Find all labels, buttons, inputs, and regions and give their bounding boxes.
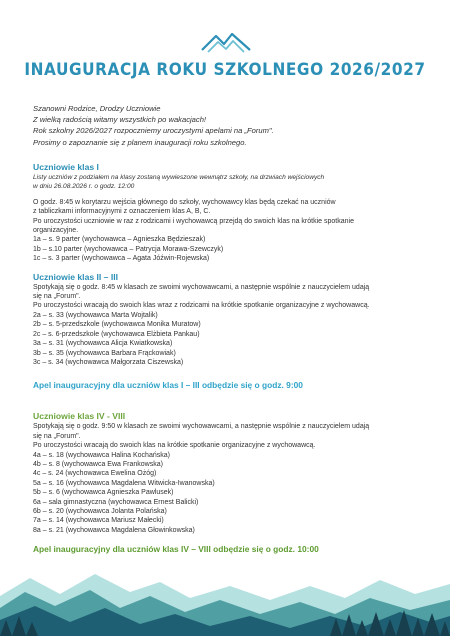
section-paragraph — [33, 422, 420, 535]
class-item: 5a – s. 16 (wychowawca Magdalena Witwicka-Iwanowska) — [33, 479, 215, 487]
intro-block — [33, 103, 420, 148]
paragraph-line: Spotykają się o godz. 8:45 w klasach ze swoimi wychowawcami, a następnie wspólnie z nauczycielem udają — [33, 283, 370, 291]
page-title: INAUGURACJA ROKU SZKOLNEGO 2026/2027 — [24, 60, 426, 79]
class-item: 1b – s.10 parter (wychowawca – Patrycja Morawa-Szewczyk) — [33, 245, 224, 253]
class-item: 3c – s. 34 (wychowawca Małgorzata Ciszewska) — [33, 358, 184, 366]
note-line: Listy uczniów z podziałem na klasy zostaną wywieszone wewnątrz szkoły, na drzwiach wejściowych — [33, 173, 325, 181]
class-item: 4b – s. 8 (wychowawca Ewa Frankowska) — [33, 460, 163, 468]
class-item: 7a – s. 14 (wychowawca Mariusz Małecki) — [33, 517, 164, 525]
class-item: 6b – s. 20 (wychowawca Jolanta Polańska) — [33, 507, 167, 515]
class-item: 3a – s. 31 (wychowawca Alicja Kwiatkowska) — [33, 340, 173, 348]
section-heading: Uczniowie klas II – III — [33, 271, 119, 282]
apel-announcement: Apel inauguracyjny dla uczniów klas IV – VIII odbędzie się o godz. 10:00 — [33, 544, 319, 555]
document-body — [33, 103, 420, 554]
mountain-logo-icon — [200, 30, 252, 54]
paragraph-line: się na „Forum". — [33, 293, 81, 301]
class-item: 5b – s. 6 (wychowawca Agnieszka Pawlusek) — [33, 489, 174, 497]
apel-announcement: Apel inauguracyjny dla uczniów klas I – III odbędzie się o godz. 9:00 — [33, 380, 303, 391]
intro-line: Prosimy o zapoznanie się z planem inauguracji roku szkolnego. — [33, 137, 247, 147]
paragraph-line: się na „Forum". — [33, 432, 81, 440]
section-klasy-2-3 — [33, 272, 420, 391]
paragraph-line: Po uroczystości wracają do swoich klas wraz z rodzicami na krótkie spotkanie organizacyjne z wychowawcą. — [33, 302, 370, 310]
paragraph-line: O godz. 8:45 w korytarzu wejścia głównego do szkoły, wychowawcy klas będą czekać na uczniów — [33, 198, 336, 206]
class-item: 2c – s. 6-przedszkole (wychowawca Elżbieta Pankau) — [33, 330, 200, 338]
paragraph-line: Po uroczystości uczniowie w raz z rodzicami i wychowawcą przejdą do swoich klas na krótkie spotkanie — [33, 217, 354, 225]
class-item: 2a – s. 33 (wychowawca Marta Wojtalik) — [33, 311, 158, 319]
class-item: 4c – s. 24 (wychowawca Ewelina Ożóg) — [33, 470, 157, 478]
section-heading: Uczniowie klas I — [33, 161, 99, 172]
mountains-decoration — [0, 556, 450, 636]
section-paragraph — [33, 283, 420, 368]
intro-line: Szanowni Rodzice, Drodzy Uczniowie — [33, 104, 161, 113]
paragraph-line: organizacyjne. — [33, 227, 79, 235]
note-line: w dniu 26.08.2026 r. o godz. 12:00 — [33, 182, 135, 190]
class-item: 1c – s. 3 parter (wychowawca – Agata Jóźwin-Rojewska) — [33, 255, 210, 263]
class-item: 1a – s. 9 parter (wychowawca – Agnieszka Będzieszak) — [33, 236, 206, 244]
class-item: 4a – s. 18 (wychowawca Halina Kochańska) — [33, 451, 170, 459]
section-klasy-4-8 — [33, 411, 420, 554]
class-item: 3b – s. 35 (wychowawca Barbara Frąckowiak) — [33, 349, 176, 357]
paragraph-line: Spotykają się o godz. 9:50 w klasach ze swoimi wychowawcami, a następnie wspólnie z nauczycielem udają — [33, 423, 370, 431]
section-heading: Uczniowie klas IV - VIII — [33, 411, 126, 422]
class-item: 6a – sala gimnastyczna (wychowawca Ernest Balicki) — [33, 498, 199, 506]
section-klasy-1 — [33, 162, 420, 264]
class-item: 2b – s. 5-przedszkole (wychowawca Monika Muratow) — [33, 321, 201, 329]
paragraph-line: z tabliczkami informacyjnymi z oznaczeniem klas A, B, C. — [33, 208, 211, 216]
section-note — [33, 173, 420, 191]
paragraph-line: Po uroczystości wracają do swoich klas na krótkie spotkanie organizacyjne z wychowawcą. — [33, 442, 316, 450]
section-paragraph — [33, 198, 420, 264]
intro-line: Z wielką radością witamy wszystkich po wakacjach! — [33, 115, 207, 125]
intro-line: Rok szkolny 2026/2027 rozpoczniemy uroczystymi apelami na „Forum". — [33, 126, 274, 136]
class-item: 8a – s. 21 (wychowawca Magdalena Głowinkowska) — [33, 526, 195, 534]
